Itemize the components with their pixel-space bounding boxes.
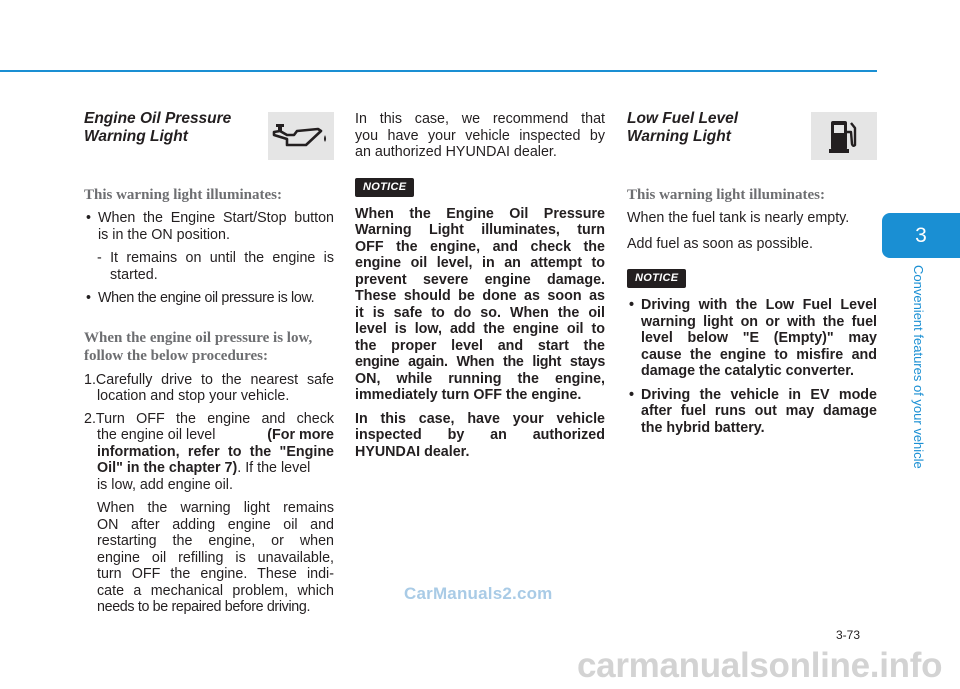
fuel-text: Add fuel as soon as possible.: [627, 235, 813, 252]
fuel-warning-icon-box: [811, 112, 877, 160]
illuminates-heading: This warning light illuminates:: [627, 187, 825, 203]
watermark-link[interactable]: CarManuals2.com: [404, 584, 553, 603]
bullet-marker: •: [629, 297, 635, 313]
oil-warning-icon-box: [268, 112, 334, 160]
fuel-pump-icon: [829, 118, 859, 154]
page-number: 3-73: [836, 628, 861, 642]
list-item: • Driving the vehicle in EV mode after fuel runs out may damage the hybrid battery.: [629, 386, 877, 436]
header-rule: [0, 70, 877, 72]
column-engine-oil: [84, 110, 334, 616]
illuminates-heading: This warning light illuminates:: [84, 187, 282, 203]
notice-badge: NOTICE: [627, 269, 877, 288]
section-title-low-fuel: Low Fuel Level Warning Light: [627, 110, 739, 145]
list-item: • When the Engine Start/Stop button is in the ON position.: [86, 210, 334, 243]
fuel-text: When the fuel tank is nearly empty.: [627, 210, 850, 226]
chapter-title: Convenient features of your vehicle: [911, 265, 926, 469]
bullet-marker: •: [86, 210, 92, 226]
section-title-engine-oil-pressure: Engine Oil Pressure Warning Light: [84, 110, 232, 145]
oil-can-icon: [272, 121, 330, 151]
list-item: • Driving with the Low Fuel Level warning light on or with the fuel level below "E (Empty)" may cause the engine to misfire and damage the catalytic converter.: [629, 297, 877, 379]
column-low-fuel: [627, 110, 877, 436]
procedure-heading: When the engine oil pressure is low, follow the below procedures:: [84, 329, 313, 364]
warning-paragraph: When the warning light remains ON after adding engine oil and restarting the engine, or when engine oil refilling is unavailable, turn OFF the engine. These indi- cate a mechanical problem, which needs to be repaired before driving.: [97, 500, 334, 615]
list-item: 1.Carefully drive to the nearest safe location and stop your vehicle.: [84, 371, 334, 404]
bullet-marker: •: [629, 386, 635, 403]
notice-badge: NOTICE: [355, 178, 605, 197]
notice-text: When the Engine Oil Pressure Warning Light illuminates, turn OFF the engine, and check the engine oil level, in an attempt to prevent severe engine damage. These should be done as soon as it is safe to do so. When the oil level is low, add the engine oil to the proper level and start the engine again. When the light stays ON, while running the engine, immediately turn OFF the engine.: [355, 205, 605, 403]
dealer-paragraph: In this case, have your vehicle inspected by an authorized HYUNDAI dealer.: [355, 410, 605, 460]
chapter-number-tab: 3: [882, 213, 960, 258]
list-item: • When the engine oil pressure is low.: [86, 290, 315, 306]
inspection-paragraph: In this case, we recommend that you have your vehicle inspected by an authorized HYUNDAI dealer.: [355, 111, 605, 160]
list-item: - It remains on until the engine is started.: [97, 250, 334, 283]
list-item: 2.Turn OFF the engine and check the engine oil level (For more information, refer to the "Engine Oil" in the chapter 7). If the level is low, add engine oil.: [84, 410, 334, 493]
watermark-text: carmanualsonline.info: [577, 646, 943, 685]
column-notice-oil: [355, 110, 605, 460]
bullet-marker: •: [86, 290, 92, 306]
